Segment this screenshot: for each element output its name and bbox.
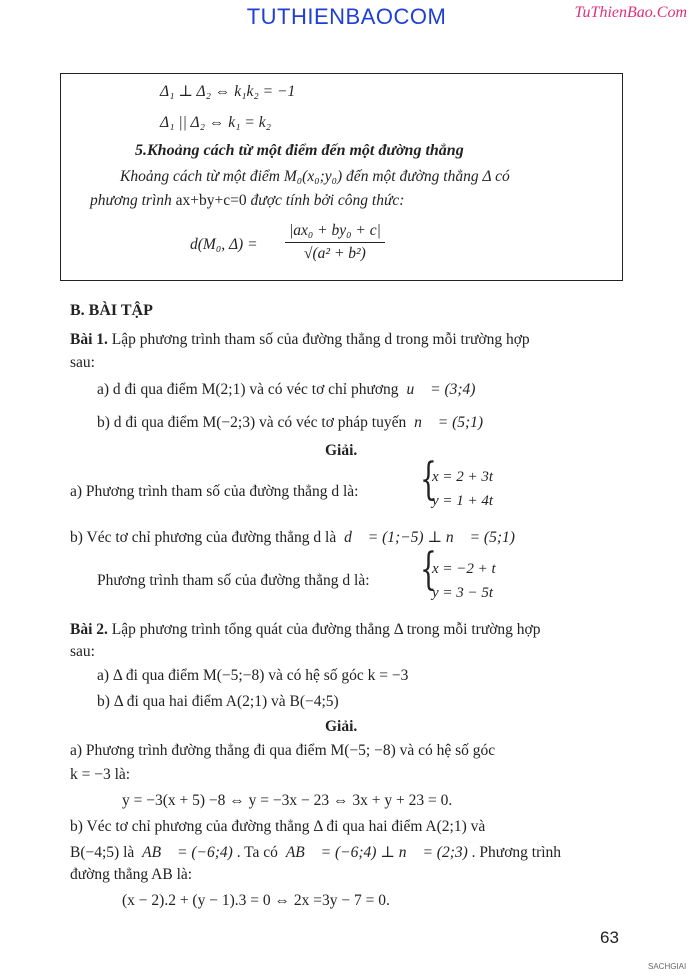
bai1-solution-heading: Giải. xyxy=(325,442,358,459)
bai1-sol-b-system xyxy=(432,557,496,605)
bai1-sol-a: a) Phương trình tham số của đường thẳng d là: xyxy=(70,483,359,500)
system-brace: { xyxy=(420,544,437,595)
bai2-sol-b-line1: b) Véc tơ chỉ phương của đường thẳng Δ đi qua hai điểm A(2;1) và xyxy=(70,818,486,835)
bai1-statement xyxy=(70,331,530,349)
perpendicular-condition: Δ₁ ⊥ Δ₂ ⇔ k₁k₂ = −1 xyxy=(160,83,296,100)
para2-end: được tính bởi công thức: xyxy=(250,192,405,209)
parallel-condition: Δ₁ || Δ₂ ⇔ k₁ = k₂ xyxy=(160,114,271,131)
site-brand: TUTHIENBAOCOM xyxy=(246,4,447,29)
section-title: B. BÀI TẬP xyxy=(70,302,153,319)
bai2-part-a: a) Δ đi qua điểm M(−5;−8) và có hệ số góc k = −3 xyxy=(97,667,409,684)
bai1-a-vector: u⃗ = (3;4) xyxy=(406,381,476,398)
bai2-sol-b-end: . Phương trình xyxy=(471,844,562,861)
footer-watermark: SACHGIAI xyxy=(648,962,687,971)
bai1-sol-b-vector: d⃗ = (1;−5) ⊥ n⃗ = (5;1) xyxy=(344,529,515,546)
bai1-sol-b-text: b) Véc tơ chỉ phương của đường thẳng d là xyxy=(70,529,337,546)
bai1-sol-a-x: x = 2 + 3t xyxy=(432,469,494,485)
bai2-sol-b-line3: đường thẳng AB là: xyxy=(70,866,193,883)
bai2-text: Lập phương trình tổng quát của đường thẳng Δ trong mỗi trường hợp xyxy=(111,621,541,638)
site-logo: TuThienBao.Com xyxy=(574,4,687,21)
bai1-b-vector: n⃗ = (5;1) xyxy=(414,414,484,431)
bai1-b-text: b) d đi qua điểm M(−2;3) và có véc tơ pháp tuyến xyxy=(97,414,407,431)
bai2-solution-heading: Giải. xyxy=(325,718,358,735)
bai1-text: Lập phương trình tham số của đường thẳng d trong mỗi trường hợp xyxy=(111,331,530,348)
distance-heading: 5.Khoảng cách từ một điểm đến một đường thẳng xyxy=(135,142,464,159)
bai2-sol-b-vector-relation: AB⃗ = (−6;4) ⊥ n⃗ = (2;3) xyxy=(285,844,468,861)
bai1-part-b xyxy=(97,414,483,432)
bai1-sol-b xyxy=(70,528,515,547)
formula-numerator: |ax₀ + by₀ + c| xyxy=(285,222,385,243)
bai1-sol-a-y: y = 1 + 4t xyxy=(432,493,494,509)
bai2-sol-b-start: B(−4;5) là xyxy=(70,844,135,861)
bai2-sol-b-mid: . Ta có xyxy=(236,844,278,861)
distance-para-line1: Khoảng cách từ một điểm M₀(x₀;y₀) đến một đường thẳng Δ có xyxy=(120,168,510,185)
bai1-sol-b-x: x = −2 + t xyxy=(432,561,496,577)
bai1-part-a xyxy=(97,381,475,399)
bai2-text-cont: sau: xyxy=(70,643,95,660)
bai2-sol-a-line1: a) Phương trình đường thẳng đi qua điểm M(−5; −8) và có hệ số góc xyxy=(70,742,496,759)
bai1-sol-b2: Phương trình tham số của đường thẳng d là: xyxy=(97,572,370,589)
bai1-sol-a-system xyxy=(432,465,493,513)
formula-lhs: d(M₀, Δ) = xyxy=(190,236,258,253)
bai2-sol-b-line2 xyxy=(70,843,561,862)
system-brace: { xyxy=(420,454,437,505)
bai1-sol-b-y: y = 3 − 5t xyxy=(432,585,494,601)
para2-start: phương trình xyxy=(90,192,172,209)
bai2-part-b: b) Δ đi qua hai điểm A(2;1) và B(−4;5) xyxy=(97,693,339,710)
formula-denominator: √(a² + b²) xyxy=(304,245,366,262)
bai1-label: Bài 1. xyxy=(70,331,108,348)
bai2-label: Bài 2. xyxy=(70,621,108,638)
distance-formula-fraction xyxy=(285,222,385,263)
bai2-sol-a-equation: y = −3(x + 5) −8 ⇔ y = −3x − 23 ⇔ 3x + y + 23 = 0. xyxy=(122,792,453,809)
bai2-sol-a-line2: k = −3 là: xyxy=(70,766,131,783)
bai2-sol-b-vector-ab: AB⃗ = (−6;4) xyxy=(142,844,233,861)
bai2-statement xyxy=(70,621,541,639)
page-number: 63 xyxy=(600,928,619,947)
para2-equation: ax+by+c=0 xyxy=(175,192,247,209)
distance-para-line2 xyxy=(90,192,404,210)
bai2-sol-b-equation: (x − 2).2 + (y − 1).3 = 0 ⇔ 2x =3y − 7 = 0. xyxy=(122,892,390,909)
bai1-text-cont: sau: xyxy=(70,354,95,371)
bai1-a-text: a) d đi qua điểm M(2;1) và có véc tơ chỉ phương xyxy=(97,381,399,398)
